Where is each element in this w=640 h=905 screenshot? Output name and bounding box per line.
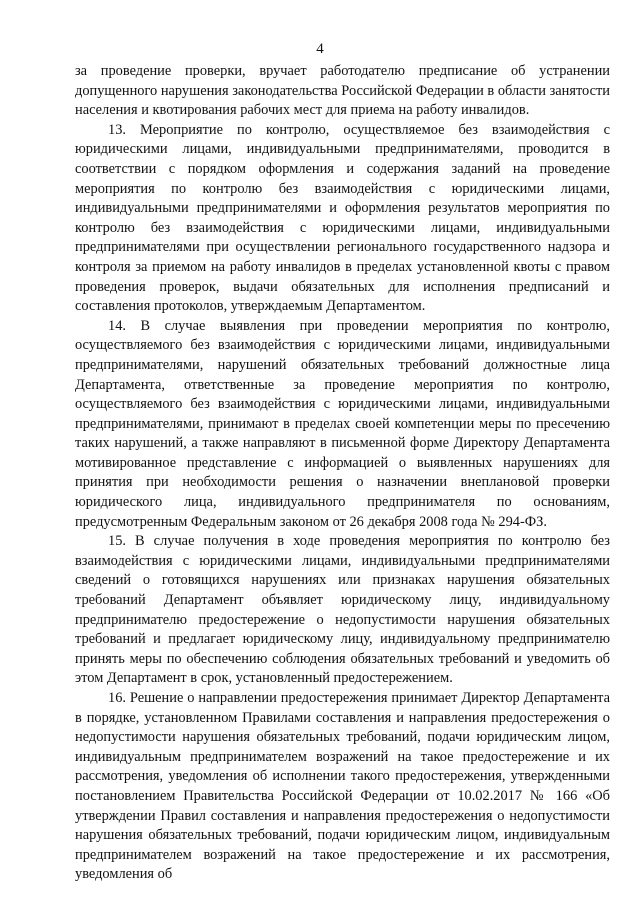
document-body [75, 62, 610, 885]
paragraph-13: 13. Мероприятие по контролю, осуществляемое без взаимодействия с юридическими лицами, индивидуальными предпринимателями, проводится в соответствии с порядком оформления и содержания заданий на проведение мероприятия по контролю без взаимодействия с юридическими лицами, индивидуальными предпринимателями и оформления результатов мероприятия по контролю без взаимодействия с юридическими лицами, индивидуальными предпринимателями при осуществлении регионального государственного надзора и контроля за приемом на работу инвалидов в пределах установленной квоты с правом проведения проверок, выдачи обязательных для исполнения предписаний и составления протоколов, утверждаемым Департаментом. [75, 121, 610, 315]
paragraph-15: 15. В случае получения в ходе проведения мероприятия по контролю без взаимодействия с юридическими лицами, индивидуальными предпринимателями сведений о готовящихся нарушениях или признаках нарушения обязательных требований Департамент объявляет юридическому лицу, индивидуальному предпринимателю предостережение о недопустимости нарушения обязательных требований и предлагает юридическому лицу, индивидуальному предпринимателю принять меры по обеспечению соблюдения обязательных требований и уведомить об этом Департамент в срок, установленный предостережением. [75, 533, 610, 687]
page-number: 4 [316, 41, 324, 57]
paragraph-14: 14. В случае выявления при проведении мероприятия по контролю, осуществляемого без взаимодействия с юридическими лицами, индивидуальными предпринимателями, нарушений обязательных требований должностные лица Департамента, ответственные за проведение мероприятия по контролю, осуществляемого без взаимодействия с юридическими лицами, индивидуальными предпринимателями, принимают в пределах своей компетенции меры по пресечению таких нарушений, а также направляют в письменной форме Директору Департамента мотивированное представление с информацией о выявленных нарушениях для принятия при необходимости решения о назначении внеплановой проверки юридического лица, индивидуального предпринимателя по основаниям, предусмотренным Федеральным законом от 26 декабря 2008 года № 294-ФЗ. [75, 317, 610, 530]
paragraph-16: 16. Решение о направлении предостережения принимает Директор Департамента в порядке, установленном Правилами составления и направления предостережения о недопустимости нарушения обязательных требований, подачи юридическим лицом, индивидуальным предпринимателем возражений на такое предостережение и их рассмотрения, уведомления об исполнении такого предостережения, утвержденными постановлением Правительства Российской Федерации от 10.02.2017 № 166 «Об утверждении Правил составления и направления предостережения о недопустимости нарушения обязательных требований, подачи юридическим лицом, индивидуальным предпринимателем возражений на такое предостережение и их рассмотрения, уведомления об [75, 690, 610, 883]
paragraph-continuation: за проведение проверки, вручает работодателю предписание об устранении допущенного нарушения законодательства Российской Федерации в области занятости населения и квотирования рабочих мест для приема на работу инвалидов. [75, 63, 610, 119]
